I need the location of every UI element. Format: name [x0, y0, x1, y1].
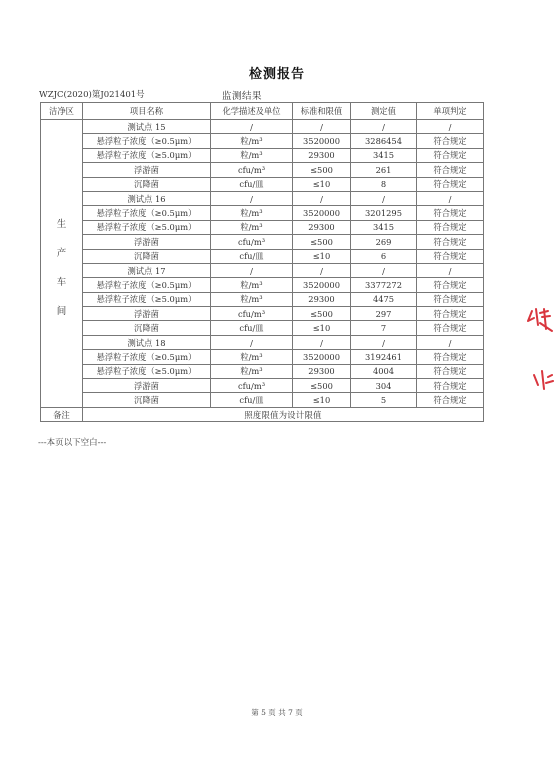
result-cell: 符合规定	[417, 249, 484, 263]
table-header-row	[41, 103, 484, 120]
document-number: WZJC(2020)第J021401号	[39, 90, 145, 100]
result-cell: 符合规定	[417, 278, 484, 292]
limit-cell: ≤500	[293, 379, 351, 393]
name-cell: 悬浮粒子浓度（≥0.5μm）	[83, 134, 211, 148]
table-row	[41, 134, 484, 148]
name-cell: 悬浮粒子浓度（≥0.5μm）	[83, 206, 211, 220]
placeholder-cell: /	[417, 120, 484, 134]
clean-area-label: 间	[56, 306, 67, 318]
test-point-row	[41, 120, 484, 134]
result-cell: 符合规定	[417, 307, 484, 321]
name-cell: 浮游菌	[83, 163, 211, 177]
placeholder-cell: /	[351, 120, 417, 134]
value-cell: 4004	[351, 364, 417, 378]
unit-cell: 粒/m³	[211, 148, 293, 162]
name-cell: 浮游菌	[83, 379, 211, 393]
limit-cell: 3520000	[293, 278, 351, 292]
value-cell: 269	[351, 235, 417, 249]
unit-cell: cfu/皿	[211, 393, 293, 407]
test-point-row	[41, 335, 484, 349]
value-cell: 3192461	[351, 350, 417, 364]
name-cell: 悬浮粒子浓度（≥5.0μm）	[83, 364, 211, 378]
remark-text: 照度限值为设计限值	[83, 407, 484, 421]
value-cell: 8	[351, 177, 417, 191]
name-cell: 浮游菌	[83, 307, 211, 321]
unit-cell: 粒/m³	[211, 278, 293, 292]
result-cell: 符合规定	[417, 206, 484, 220]
limit-cell: ≤500	[293, 307, 351, 321]
name-cell: 悬浮粒子浓度（≥0.5μm）	[83, 350, 211, 364]
table-row	[41, 206, 484, 220]
placeholder-cell: /	[351, 263, 417, 277]
name-cell: 沉降菌	[83, 177, 211, 191]
value-cell: 6	[351, 249, 417, 263]
clean-area-label: 车	[56, 277, 67, 289]
table-row	[41, 393, 484, 407]
clean-area-label: 生	[56, 219, 67, 231]
table-row	[41, 278, 484, 292]
table-row	[41, 163, 484, 177]
header-cell: 项目名称	[83, 103, 211, 120]
report-title: 检测报告	[248, 67, 305, 82]
table-row	[41, 235, 484, 249]
unit-cell: 粒/m³	[211, 350, 293, 364]
table-row	[41, 379, 484, 393]
placeholder-cell: /	[293, 335, 351, 349]
header-cell: 单项判定	[417, 103, 484, 120]
limit-cell: ≤10	[293, 393, 351, 407]
placeholder-cell: /	[417, 191, 484, 205]
result-cell: 符合规定	[417, 364, 484, 378]
limit-cell: 29300	[293, 292, 351, 306]
result-cell: 符合规定	[417, 321, 484, 335]
remark-label: 备注	[41, 407, 83, 421]
table-row	[41, 220, 484, 234]
name-cell: 沉降菌	[83, 321, 211, 335]
table-row	[41, 177, 484, 191]
limit-cell: ≤500	[293, 163, 351, 177]
header-cell: 化学描述及单位	[211, 103, 293, 120]
name-cell: 沉降菌	[83, 249, 211, 263]
table-row	[41, 249, 484, 263]
name-cell: 悬浮粒子浓度（≥5.0μm）	[83, 220, 211, 234]
name-cell: 悬浮粒子浓度（≥0.5μm）	[83, 278, 211, 292]
remark-row	[41, 407, 484, 421]
unit-cell: cfu/m³	[211, 379, 293, 393]
unit-cell: cfu/皿	[211, 249, 293, 263]
limit-cell: 3520000	[293, 206, 351, 220]
result-cell: 符合规定	[417, 393, 484, 407]
limit-cell: 29300	[293, 364, 351, 378]
placeholder-cell: /	[417, 335, 484, 349]
limit-cell: 3520000	[293, 350, 351, 364]
test-point-row	[41, 263, 484, 277]
value-cell: 5	[351, 393, 417, 407]
value-cell: 3377272	[351, 278, 417, 292]
results-table	[40, 102, 484, 422]
table-row	[41, 321, 484, 335]
unit-cell: 粒/m³	[211, 206, 293, 220]
value-cell: 3415	[351, 148, 417, 162]
value-cell: 3286454	[351, 134, 417, 148]
unit-cell: cfu/皿	[211, 321, 293, 335]
result-cell: 符合规定	[417, 148, 484, 162]
unit-cell: 粒/m³	[211, 134, 293, 148]
value-cell: 3415	[351, 220, 417, 234]
result-cell: 符合规定	[417, 379, 484, 393]
result-cell: 符合规定	[417, 163, 484, 177]
placeholder-cell: /	[211, 335, 293, 349]
placeholder-cell: /	[211, 191, 293, 205]
limit-cell: ≤500	[293, 235, 351, 249]
unit-cell: cfu/m³	[211, 235, 293, 249]
result-cell: 符合规定	[417, 220, 484, 234]
table-row	[41, 364, 484, 378]
limit-cell: ≤10	[293, 177, 351, 191]
clean-area-label: 产	[56, 248, 67, 260]
unit-cell: 粒/m³	[211, 220, 293, 234]
limit-cell: ≤10	[293, 249, 351, 263]
placeholder-cell: /	[211, 263, 293, 277]
limit-cell: ≤10	[293, 321, 351, 335]
result-cell: 符合规定	[417, 350, 484, 364]
value-cell: 3201295	[351, 206, 417, 220]
table-body	[41, 120, 484, 408]
placeholder-cell: /	[351, 191, 417, 205]
result-cell: 符合规定	[417, 235, 484, 249]
unit-cell: 粒/m³	[211, 292, 293, 306]
value-cell: 4475	[351, 292, 417, 306]
value-cell: 261	[351, 163, 417, 177]
limit-cell: 29300	[293, 220, 351, 234]
test-point-label: 测试点 15	[83, 120, 211, 134]
test-point-label: 测试点 16	[83, 191, 211, 205]
table-row	[41, 292, 484, 306]
value-cell: 7	[351, 321, 417, 335]
name-cell: 悬浮粒子浓度（≥5.0μm）	[83, 292, 211, 306]
unit-cell: 粒/m³	[211, 364, 293, 378]
table-row	[41, 307, 484, 321]
red-seal-stamp	[524, 305, 554, 415]
result-cell: 符合规定	[417, 134, 484, 148]
section-subtitle: 监测结果	[222, 91, 263, 102]
unit-cell: cfu/m³	[211, 163, 293, 177]
blank-page-note: ---本页以下空白---	[38, 438, 107, 448]
clean-area-cell	[41, 120, 83, 408]
name-cell: 浮游菌	[83, 235, 211, 249]
placeholder-cell: /	[293, 191, 351, 205]
result-cell: 符合规定	[417, 292, 484, 306]
placeholder-cell: /	[417, 263, 484, 277]
unit-cell: cfu/皿	[211, 177, 293, 191]
limit-cell: 29300	[293, 148, 351, 162]
value-cell: 297	[351, 307, 417, 321]
value-cell: 304	[351, 379, 417, 393]
placeholder-cell: /	[293, 120, 351, 134]
result-cell: 符合规定	[417, 177, 484, 191]
header-cell: 洁净区	[41, 103, 83, 120]
table-row	[41, 148, 484, 162]
header-cell: 测定值	[351, 103, 417, 120]
test-point-row	[41, 191, 484, 205]
test-point-label: 测试点 17	[83, 263, 211, 277]
placeholder-cell: /	[211, 120, 293, 134]
limit-cell: 3520000	[293, 134, 351, 148]
unit-cell: cfu/m³	[211, 307, 293, 321]
test-point-label: 测试点 18	[83, 335, 211, 349]
name-cell: 沉降菌	[83, 393, 211, 407]
table-row	[41, 350, 484, 364]
page-number: 第 5 页 共 7 页	[251, 708, 303, 717]
header-cell: 标准和限值	[293, 103, 351, 120]
placeholder-cell: /	[351, 335, 417, 349]
name-cell: 悬浮粒子浓度（≥5.0μm）	[83, 148, 211, 162]
placeholder-cell: /	[293, 263, 351, 277]
